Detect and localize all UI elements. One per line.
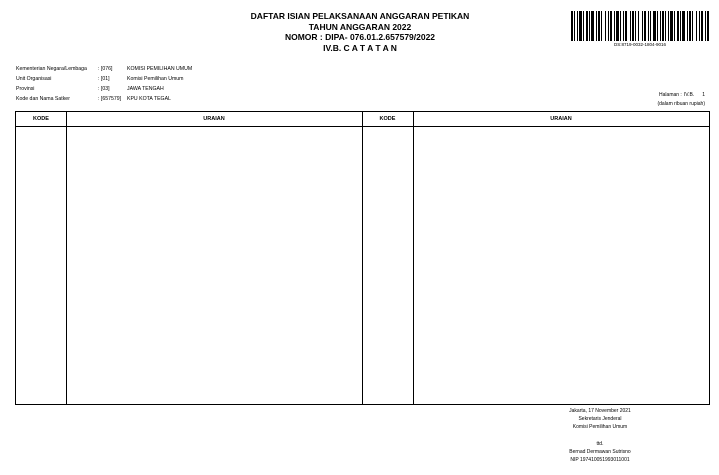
- sign-position: Sekretaris Jenderal: [578, 416, 622, 423]
- title-line-1: DAFTAR ISIAN PELAKSANAAN ANGGARAN PETIKAN: [250, 11, 470, 21]
- info-row-unit: [16, 76, 192, 86]
- info-value: KPU KOTA TEGAL: [127, 96, 171, 102]
- header-kode-left: KODE: [33, 116, 49, 122]
- page-section: IV.B.: [683, 92, 695, 98]
- barcode-code: DS:8719-0032-1804-9016: [613, 42, 667, 47]
- title-line-2: TAHUN ANGGARAN 2022: [308, 21, 412, 32]
- sign-institution: Komisi Pemilihan Umum: [572, 424, 628, 431]
- sign-place-date: Jakarta, 17 November 2021: [569, 408, 631, 414]
- info-label: Provinsi: [16, 86, 35, 92]
- info-row-ministry: [16, 66, 192, 76]
- info-value: Komisi Pemilihan Umum: [127, 76, 184, 82]
- header-uraian-right: URAIAN: [550, 116, 572, 122]
- notes-table: [15, 111, 710, 405]
- info-code: : [03]: [98, 86, 110, 92]
- info-value: JAWA TENGAH: [127, 86, 164, 92]
- page-label: Halaman :: [659, 92, 682, 98]
- signature-block: [540, 407, 660, 464]
- title-line-4: IV.B. C A T A T A N: [323, 42, 397, 53]
- info-row-satker: [16, 96, 192, 106]
- header-uraian-left: URAIAN: [203, 116, 225, 122]
- info-label: Kode dan Nama Satker: [16, 96, 70, 102]
- header-kode-right: KODE: [379, 116, 396, 122]
- column-divider: [362, 112, 363, 404]
- barcode-image: [571, 11, 709, 41]
- sign-name: Bernad Dermawan Sutrisno: [569, 448, 631, 455]
- unit-note: (dalam ribuan rupiah): [657, 101, 705, 107]
- page-info: [657, 91, 705, 109]
- info-value: KOMISI PEMILIHAN UMUM: [127, 66, 193, 72]
- document-title: [200, 11, 520, 53]
- column-divider: [413, 112, 414, 404]
- sign-ttd: ttd.: [596, 440, 604, 447]
- column-divider: [66, 112, 67, 404]
- page-number-row: [657, 91, 705, 100]
- info-code: : [01]: [98, 76, 110, 82]
- info-label: Kementerian Negara/Lembaga: [16, 66, 87, 72]
- info-row-province: [16, 86, 192, 96]
- info-label: Unit Organisasi: [16, 76, 52, 82]
- sign-nip: NIP 197410051993011001: [570, 457, 630, 464]
- agency-info: [16, 66, 192, 106]
- title-line-3: NOMOR : DIPA- 076.01.2.657579/2022: [284, 32, 436, 43]
- info-code: : [657579]: [98, 96, 122, 102]
- page-number: 1: [702, 92, 705, 98]
- info-code: : [076]: [98, 66, 113, 72]
